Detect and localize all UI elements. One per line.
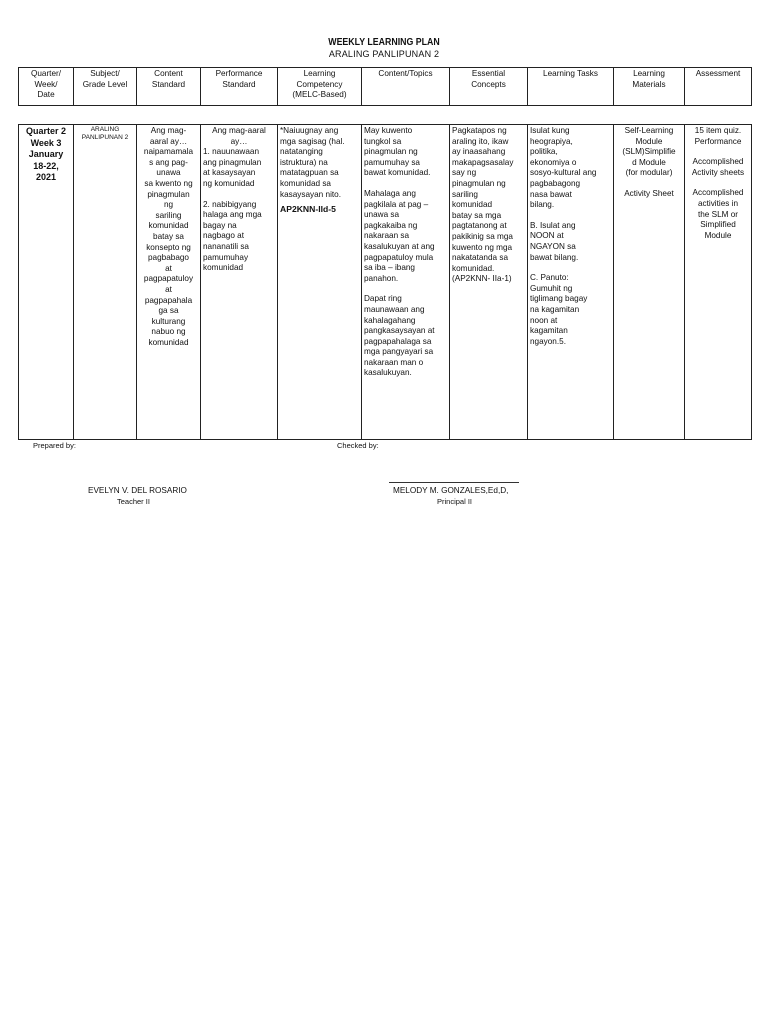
column-header: Assessment [685, 68, 752, 106]
column-header: Quarter/ Week/ Date [19, 68, 74, 106]
column-header: Content Standard [137, 68, 201, 106]
column-header: Performance Standard [201, 68, 278, 106]
principal-name: MELODY M. GONZALES,Ed,D, [393, 486, 509, 495]
column-header: Content/Topics [362, 68, 450, 106]
page-title: WEEKLY LEARNING PLAN [328, 37, 440, 48]
checked-by-label: Checked by: [337, 441, 379, 450]
prepared-by-label: Prepared by: [33, 441, 76, 450]
principal-title: Principal II [437, 497, 473, 506]
content-standard-cell: Ang mag- aaral ay… naipamamala s ang pag- unawa sa kwento ng pinagmulan ng sariling komunidad batay sa konsepto ng pagbabago at pagpapatuloy at pagpapahala ga sa kulturang nabuo ng komunidad [137, 125, 201, 440]
column-header: Essential Concepts [450, 68, 528, 106]
plan-body-table [18, 124, 752, 440]
content-topics-cell: May kuwento tungkol sa pinagmulan ng pamumuhay sa bawat komunidad. Mahalaga ang pagkilala at pag – unawa sa pagkakaiba ng nakaraan sa kasalukuyan at ang pagpapatuloy mula sa iba – ibang panahon. Dapat ring maunawaan ang kahalagahang pangkasaysayan at pagpapahalaga sa mga pangyayari sa nakaraan man o kasalukuyan. [362, 125, 450, 440]
column-header: Learning Tasks [528, 68, 614, 106]
subject-cell: ARALING PANLIPUNAN 2 [74, 125, 137, 440]
assessment-cell: 15 item quiz. Performance Accomplished Activity sheets Accomplished activities in the SLM or Simplified Module [685, 125, 752, 440]
learning-tasks-cell: Isulat kung heograpiya, politika, ekonomiya o sosyo-kultural ang pagbabagong nasa bawat bilang. B. Isulat ang NOON at NGAYON sa bawat bilang. C. Panuto: Gumuhit ng tiglimang bagay na kagamitan noon at kagamitan ngayon.5. [528, 125, 614, 440]
teacher-title: Teacher II [117, 497, 150, 506]
column-header: Learning Materials [614, 68, 685, 106]
quarter-week-date-cell: Quarter 2 Week 3 January 18-22, 2021 [19, 125, 74, 440]
header-row [19, 68, 752, 106]
teacher-name: EVELYN V. DEL ROSARIO [88, 486, 187, 495]
column-header: Learning Competency (MELC-Based) [278, 68, 362, 106]
learning-competency-cell: *Naiuugnay ang mga sagisag (hal. natatanging istruktura) na matatagpuan sa komunidad sa kasaysayan nito. AP2KNN-IId-5 [278, 125, 362, 440]
plan-header-table [18, 67, 752, 106]
page-subtitle: ARALING PANLIPUNAN 2 [328, 49, 440, 59]
column-header: Subject/ Grade Level [74, 68, 137, 106]
learning-materials-cell: Self-Learning Module (SLM)Simplifie d Module (for modular) Activity Sheet [614, 125, 685, 440]
signature-line [389, 482, 519, 483]
essential-concepts-cell: Pagkatapos ng araling ito, ikaw ay inaasahang makapagsasalay say ng pinagmulan ng sariling komunidad batay sa mga pagtatanong at pakikinig sa mga kuwento ng mga nakatatanda sa komunidad. (AP2KNN- IIa-1) [450, 125, 528, 440]
performance-standard-cell: Ang mag-aaral ay… 1. nauunawaan ang pinagmulan at kasaysayan ng komunidad 2. nabibigyang halaga ang mga bagay na nagbago at nananatili sa pamumuhay komunidad [201, 125, 278, 440]
table-row [19, 125, 752, 440]
